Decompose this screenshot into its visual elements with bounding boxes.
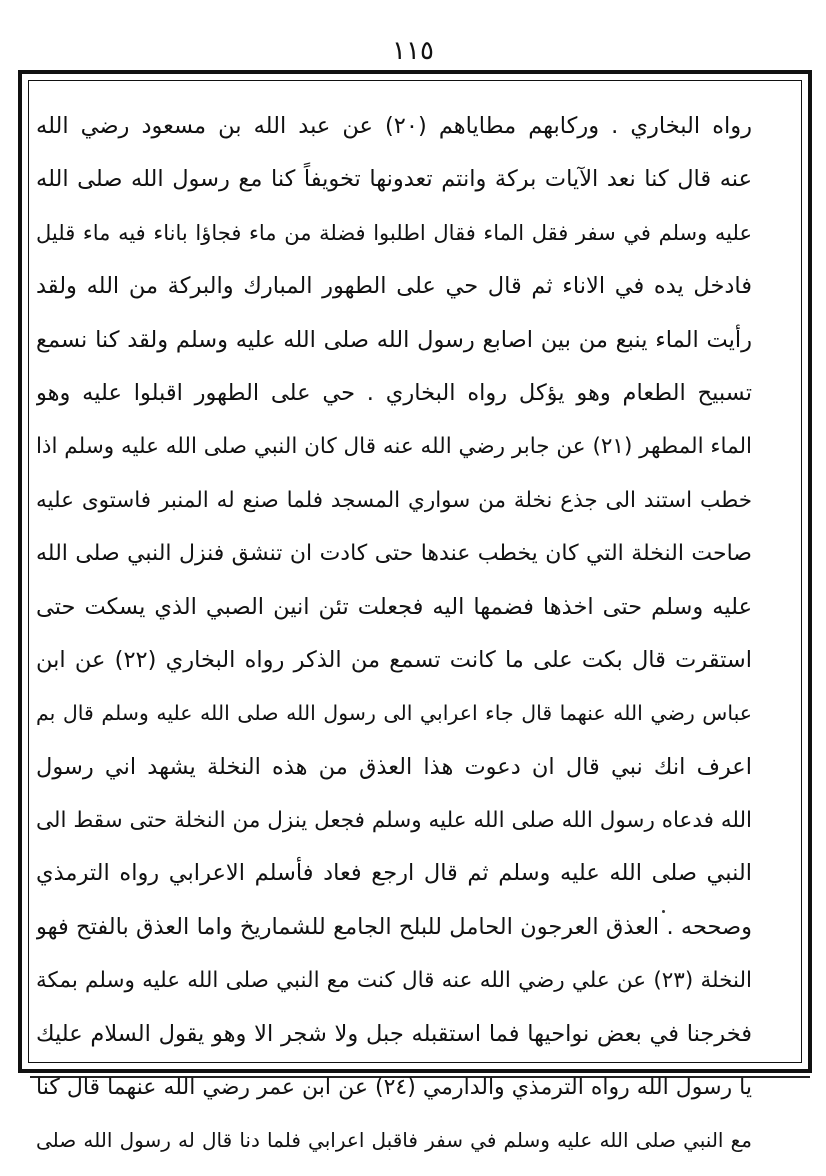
text-line-11: استقرت قال بكت على ما كانت تسمع من الذكر رواه البخاري (٢٢) عن ابن bbox=[36, 646, 752, 673]
body-text bbox=[36, 100, 752, 1168]
text-line-20: مع النبي صلى الله عليه وسلم في سفر فاقبل اعرابي فلما دنا قال له رسول الله صلى bbox=[36, 1128, 752, 1153]
text-line-8: خطب استند الى جذع نخلة من سواري المسجد فلما صنع له المنبر فاستوى عليه bbox=[36, 487, 752, 513]
text-line-13: اعرف انك نبي قال ان دعوت هذا العذق من هذه النخلة يشهد اني رسول bbox=[36, 753, 752, 780]
text-line-2: عنه قال كنا نعد الآيات بركة وانتم تعدونها تخويفاً كنا مع رسول الله صلى الله bbox=[36, 166, 752, 193]
text-line-10: عليه وسلم حتى اخذها فضمها اليه فجعلت تئن انين الصبي الذي يسكت حتى bbox=[36, 593, 752, 620]
text-line-9: صاحت النخلة التي كان يخطب عندها حتى كادت ان تنشق فنزل النبي صلى الله bbox=[36, 541, 752, 567]
text-line-16: وصححه . العذق العرجون الحامل للبلح الجامع للشماريخ واما العذق بالفتح فهو bbox=[36, 913, 752, 940]
text-line-18: فخرجنا في بعض نواحيها فما استقبله جبل ولا شجر الا وهو يقول السلام عليك bbox=[36, 1020, 752, 1047]
text-line-3: عليه وسلم في سفر فقل الماء فقال اطلبوا فضلة من ماء فجاؤا باناء فيه ماء قليل bbox=[36, 220, 752, 245]
text-line-1: رواه البخاري . وركابهم مطاياهم (٢٠) عن عبد الله بن مسعود رضي الله bbox=[36, 113, 752, 139]
text-line-17: النخلة (٢٣) عن علي رضي الله عنه قال كنت مع النبي صلى الله عليه وسلم بمكة bbox=[36, 968, 752, 994]
text-line-6: تسبيح الطعام وهو يؤكل رواه البخاري . حي على الطهور اقبلوا عليه وهو bbox=[36, 379, 752, 406]
text-line-12: عباس رضي الله عنهما قال جاء اعرابي الى رسول الله صلى الله عليه وسلم قال بم bbox=[36, 701, 752, 726]
text-line-19: يا رسول الله رواه الترمذي والدارمي (٢٤) عن ابن عمر رضي الله عنهما قال كنا bbox=[36, 1075, 752, 1101]
page-number: ١١٥ bbox=[392, 36, 434, 66]
text-line-4: فادخل يده في الاناء ثم قال حي على الطهور المبارك والبركة من الله ولقد bbox=[36, 273, 752, 300]
text-line-5: رأيت الماء ينبع من بين اصابع رسول الله صلى الله عليه وسلم ولقد كنا نسمع bbox=[36, 326, 752, 353]
text-line-15: النبي صلى الله عليه وسلم ثم قال ارجع فعاد فأسلم الاعرابي رواه الترمذي bbox=[36, 860, 752, 887]
scan-speck bbox=[662, 910, 665, 913]
text-line-7: الماء المطهر (٢١) عن جابر رضي الله عنه قال كان النبي صلى الله عليه وسلم اذا bbox=[36, 434, 752, 460]
text-line-14: الله فدعاه رسول الله صلى الله عليه وسلم فجعل ينزل من النخلة حتى سقط الى bbox=[36, 808, 752, 834]
